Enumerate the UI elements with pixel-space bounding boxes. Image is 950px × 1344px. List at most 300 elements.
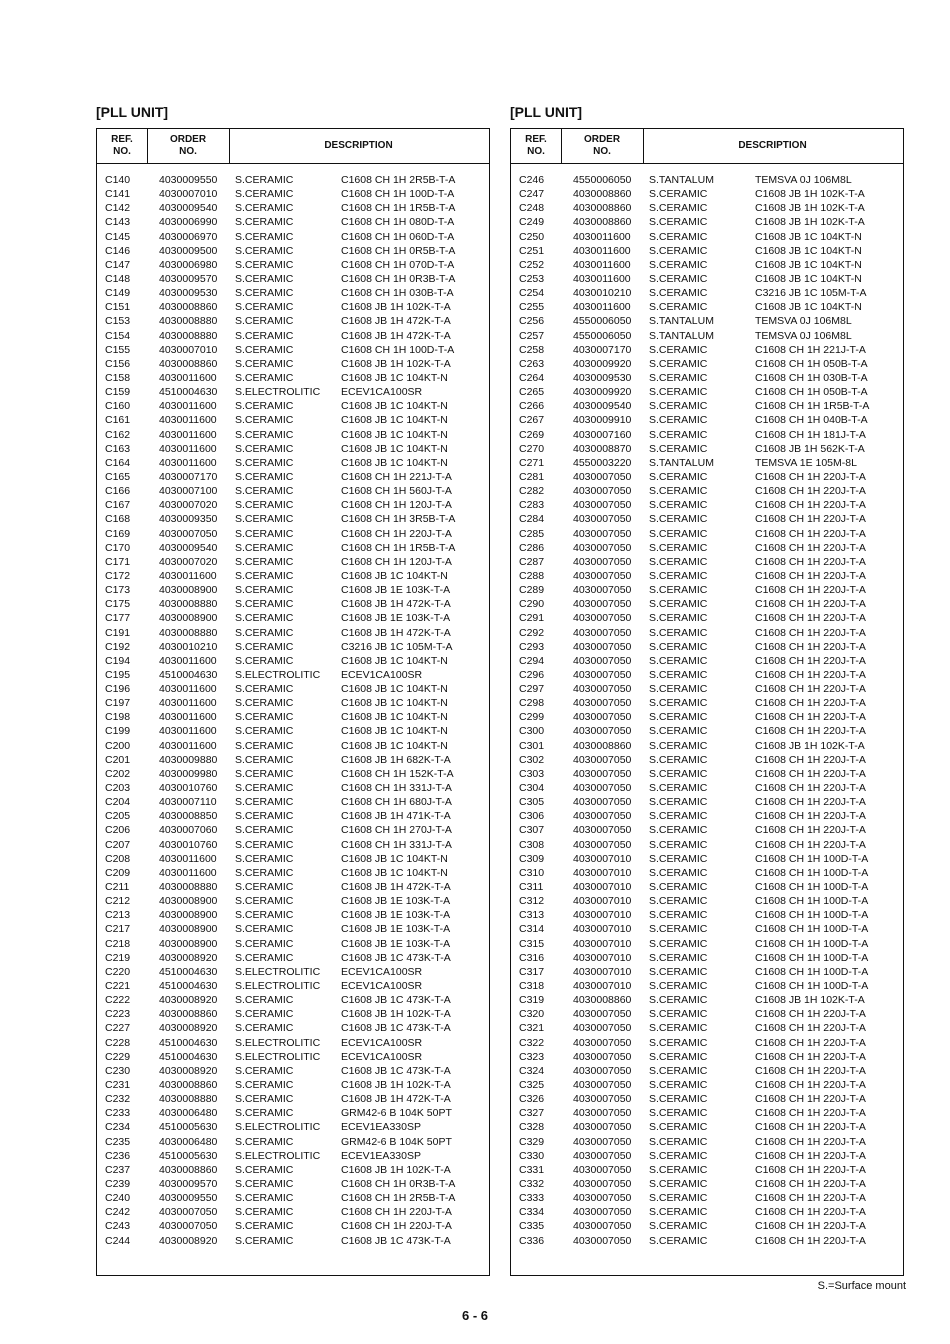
ref-no-cell: C300 xyxy=(519,725,545,738)
type-cell: S.CERAMIC xyxy=(649,909,708,922)
part-number-cell: C1608 CH 1H 220J-T-A xyxy=(755,1064,866,1077)
table-row xyxy=(97,1149,489,1163)
ref-no-cell: C325 xyxy=(519,1079,545,1091)
part-number-cell: C1608 CH 1H 220J-T-A xyxy=(755,796,866,809)
ref-no-header: REF. NO. xyxy=(111,134,133,157)
order-no-cell: 4030007050 xyxy=(573,513,632,526)
type-cell: S.CERAMIC xyxy=(235,513,294,526)
type-cell: S.CERAMIC xyxy=(235,739,294,752)
description-header: DESCRIPTION xyxy=(324,140,393,151)
ref-no-cell: C166 xyxy=(105,485,131,498)
order-no-cell: 4030010760 xyxy=(159,838,218,851)
ref-no-cell: C196 xyxy=(105,683,131,696)
table-row xyxy=(511,1078,903,1092)
part-number-cell: ECEV1CA100SR xyxy=(341,1036,423,1049)
table-row xyxy=(511,739,903,753)
table-row xyxy=(511,894,903,908)
table-row xyxy=(511,1007,903,1021)
part-number-cell: C1608 CH 1H 220J-T-A xyxy=(755,470,866,483)
order-no-cell: 4030011600 xyxy=(573,244,631,257)
order-no-cell: 4030009540 xyxy=(159,202,218,215)
order-no-cell: 4030007020 xyxy=(159,555,218,568)
table-row xyxy=(511,767,903,781)
type-cell: S.CERAMIC xyxy=(235,216,294,229)
ref-no-cell: C194 xyxy=(105,654,131,667)
order-no-cell: 4030008860 xyxy=(159,301,218,314)
part-number-cell: C1608 JB 1H 102K-T-A xyxy=(341,357,451,370)
table-row xyxy=(511,442,903,456)
table-row xyxy=(97,583,489,597)
order-no-cell: 4030009530 xyxy=(159,287,218,300)
table-row xyxy=(97,187,489,201)
table-row xyxy=(511,512,903,526)
ref-no-cell: C304 xyxy=(519,782,545,795)
type-cell: S.CERAMIC xyxy=(235,810,294,823)
order-no-cell: 4030007160 xyxy=(573,428,632,441)
type-cell: S.CERAMIC xyxy=(649,980,708,993)
part-number-cell: C1608 JB 1E 103K-T-A xyxy=(341,584,451,597)
table-row xyxy=(511,1205,903,1219)
part-number-cell: C1608 JB 1H 682K-T-A xyxy=(341,753,451,766)
table-row xyxy=(511,314,903,328)
part-number-cell: C1608 CH 1H 220J-T-A xyxy=(755,541,866,554)
type-cell: S.CERAMIC xyxy=(649,386,708,399)
part-number-cell: C1608 CH 1H 100D-T-A xyxy=(755,881,869,894)
order-no-cell: 4030007050 xyxy=(573,598,632,611)
order-no-cell: 4030009570 xyxy=(159,272,218,285)
type-cell: S.CERAMIC xyxy=(649,569,708,582)
part-number-cell: C1608 CH 1H 220J-T-A xyxy=(755,711,866,724)
ref-no-cell: C236 xyxy=(105,1149,131,1162)
type-cell: S.CERAMIC xyxy=(235,1093,294,1106)
type-cell: S.CERAMIC xyxy=(649,1093,708,1106)
part-number-cell: C1608 JB 1C 104KT-N xyxy=(341,866,448,879)
part-number-cell: C1608 CH 1H 1R5B-T-A xyxy=(341,541,456,554)
part-number-cell: C1608 CH 1H 220J-T-A xyxy=(755,838,866,851)
ref-no-cell: C199 xyxy=(105,725,131,738)
table-row xyxy=(511,753,903,767)
order-no-cell: 4030008860 xyxy=(573,188,632,201)
order-no-cell: 4030006480 xyxy=(159,1107,218,1120)
order-no-cell: 4030007050 xyxy=(573,1036,632,1049)
type-cell: S.CERAMIC xyxy=(649,810,708,823)
table-row xyxy=(97,1120,489,1134)
part-number-cell: C1608 CH 1H 220J-T-A xyxy=(755,782,866,795)
table-row xyxy=(511,696,903,710)
table-row xyxy=(97,739,489,753)
ref-no-cell: C235 xyxy=(105,1135,131,1148)
part-number-cell: C1608 CH 1H 220J-T-A xyxy=(755,584,866,597)
order-no-cell: 4030007050 xyxy=(573,541,632,554)
type-cell: S.ELECTROLITIC xyxy=(235,1050,321,1063)
type-cell: S.CERAMIC xyxy=(649,1192,708,1205)
part-number-cell: C1608 JB 1C 104KT-N xyxy=(755,301,862,314)
order-no-cell: 4030008900 xyxy=(159,612,218,625)
ref-no-cell: C228 xyxy=(105,1036,131,1049)
type-cell: S.CERAMIC xyxy=(235,343,294,356)
ref-no-cell: C198 xyxy=(105,711,131,724)
order-no-cell: 4030007050 xyxy=(159,1206,218,1219)
order-no-cell: 4030011600 xyxy=(159,683,217,696)
order-no-cell: 4030007050 xyxy=(573,1135,632,1148)
part-number-cell: C1608 CH 1H 220J-T-A xyxy=(755,1107,866,1120)
part-number-cell: C1608 CH 1H 050B-T-A xyxy=(755,357,868,370)
part-number-cell: C1608 JB 1C 473K-T-A xyxy=(341,1022,451,1035)
order-no-cell: 4030009980 xyxy=(159,767,218,780)
order-no-cell: 4030011600 xyxy=(159,400,217,413)
table-row xyxy=(97,329,489,343)
type-cell: S.CERAMIC xyxy=(235,258,294,271)
table-row xyxy=(97,1163,489,1177)
order-no-cell: 4550006050 xyxy=(573,174,632,186)
ref-no-cell: C256 xyxy=(519,315,545,328)
part-number-cell: C1608 JB 1C 473K-T-A xyxy=(341,1234,451,1247)
table-row xyxy=(97,597,489,611)
table-header xyxy=(511,129,903,164)
part-number-cell: C1608 JB 1E 103K-T-A xyxy=(341,895,451,908)
type-cell: S.CERAMIC xyxy=(649,1149,708,1162)
order-no-cell: 4030006970 xyxy=(159,230,218,243)
ref-no-cell: C148 xyxy=(105,272,131,285)
table-row xyxy=(511,809,903,823)
type-cell: S.CERAMIC xyxy=(649,584,708,597)
ref-no-cell: C229 xyxy=(105,1050,131,1063)
part-number-cell: C1608 JB 1H 102K-T-A xyxy=(755,994,865,1007)
part-number-cell: C1608 JB 1H 102K-T-A xyxy=(755,188,865,201)
table-row xyxy=(97,668,489,682)
part-number-cell: C1608 CH 1H 220J-T-A xyxy=(341,1206,452,1219)
order-no-cell: 4030009920 xyxy=(573,386,632,399)
ref-no-cell: C269 xyxy=(519,428,545,441)
table-row xyxy=(511,470,903,484)
type-cell: S.CERAMIC xyxy=(235,315,294,328)
ref-no-cell: C257 xyxy=(519,329,545,342)
ref-no-cell: C291 xyxy=(519,612,545,625)
order-no-cell: 4510004630 xyxy=(159,1050,218,1063)
part-number-cell: C1608 CH 1H 070D-T-A xyxy=(341,258,455,271)
type-cell: S.CERAMIC xyxy=(235,1022,294,1035)
order-no-cell: 4030009540 xyxy=(159,541,218,554)
order-no-cell: 4030007050 xyxy=(573,1206,632,1219)
table-row xyxy=(97,640,489,654)
type-cell: S.CERAMIC xyxy=(649,1050,708,1063)
ref-no-cell: C248 xyxy=(519,202,545,215)
ref-no-cell: C204 xyxy=(105,796,131,809)
table-row xyxy=(97,795,489,809)
ref-no-cell: C158 xyxy=(105,371,131,384)
type-cell: S.CERAMIC xyxy=(649,951,708,964)
ref-no-cell: C172 xyxy=(105,569,131,582)
order-no-cell: 4030007050 xyxy=(573,1107,632,1120)
order-no-cell: 4030011600 xyxy=(159,428,217,441)
part-number-cell: C1608 CH 1H 220J-T-A xyxy=(341,527,452,540)
table-row xyxy=(511,201,903,215)
ref-no-cell: C293 xyxy=(519,640,545,653)
part-number-cell: C1608 CH 1H 270J-T-A xyxy=(341,824,452,837)
table-row xyxy=(511,1219,903,1233)
order-no-cell: 4030008860 xyxy=(573,994,632,1007)
type-cell: S.CERAMIC xyxy=(649,753,708,766)
ref-no-cell: C281 xyxy=(519,470,545,483)
order-no-cell: 4030007050 xyxy=(573,725,632,738)
table-row xyxy=(97,753,489,767)
type-cell: S.CERAMIC xyxy=(649,1064,708,1077)
table-row xyxy=(511,937,903,951)
part-number-cell: C1608 CH 1H 0R3B-T-A xyxy=(341,272,456,285)
table-row xyxy=(511,710,903,724)
order-no-cell: 4030010760 xyxy=(159,782,218,795)
order-no-cell: 4030007050 xyxy=(573,1008,632,1021)
ref-no-cell: C289 xyxy=(519,584,545,597)
part-number-cell: C1608 JB 1H 472K-T-A xyxy=(341,1093,451,1106)
ref-no-cell: C302 xyxy=(519,753,545,766)
type-cell: S.CERAMIC xyxy=(649,668,708,681)
type-cell: S.CERAMIC xyxy=(235,782,294,795)
ref-no-cell: C285 xyxy=(519,527,545,540)
order-no-cell: 4510004630 xyxy=(159,386,218,399)
ref-no-cell: C322 xyxy=(519,1036,545,1049)
order-no-cell: 4030008880 xyxy=(159,881,218,894)
table-row xyxy=(97,300,489,314)
part-number-cell: C1608 JB 1C 473K-T-A xyxy=(341,1064,451,1077)
table-row xyxy=(97,922,489,936)
part-number-cell: C1608 CH 1H 220J-T-A xyxy=(755,810,866,823)
ref-no-cell: C254 xyxy=(519,287,545,300)
ref-no-cell: C303 xyxy=(519,767,545,780)
part-number-cell: C1608 JB 1C 104KT-N xyxy=(341,428,448,441)
part-number-cell: C1608 CH 1H 100D-T-A xyxy=(755,965,869,978)
order-no-cell: 4030007050 xyxy=(573,626,632,639)
ref-no-cell: C316 xyxy=(519,951,545,964)
table-row xyxy=(511,215,903,229)
type-cell: S.CERAMIC xyxy=(649,866,708,879)
part-number-cell: C1608 CH 1H 220J-T-A xyxy=(755,1163,866,1176)
type-cell: S.CERAMIC xyxy=(235,895,294,908)
left-unit-title: [PLL UNIT] xyxy=(96,104,169,120)
table-row xyxy=(511,1106,903,1120)
table-row xyxy=(511,1163,903,1177)
order-no-cell: 4030009530 xyxy=(573,371,632,384)
table-row xyxy=(97,965,489,979)
order-no-cell: 4030008920 xyxy=(159,994,218,1007)
order-no-cell: 4030006990 xyxy=(159,216,218,229)
ref-no-cell: C222 xyxy=(105,994,131,1007)
order-no-cell: 4030007110 xyxy=(159,796,217,809)
type-cell: S.CERAMIC xyxy=(235,683,294,696)
type-cell: S.CERAMIC xyxy=(649,852,708,865)
table-row xyxy=(511,1135,903,1149)
ref-no-cell: C167 xyxy=(105,499,131,512)
type-cell: S.CERAMIC xyxy=(235,499,294,512)
type-cell: S.CERAMIC xyxy=(235,796,294,809)
type-cell: S.CERAMIC xyxy=(235,1206,294,1219)
type-cell: S.CERAMIC xyxy=(649,1234,708,1247)
table-row xyxy=(97,385,489,399)
part-number-cell: C1608 CH 1H 100D-T-A xyxy=(755,951,869,964)
type-cell: S.CERAMIC xyxy=(235,626,294,639)
type-cell: S.CERAMIC xyxy=(235,230,294,243)
table-row xyxy=(97,541,489,555)
ref-no-cell: C311 xyxy=(519,881,544,894)
table-row xyxy=(511,399,903,413)
type-cell: S.CERAMIC xyxy=(235,357,294,370)
ref-no-cell: C250 xyxy=(519,230,545,243)
ref-no-cell: C168 xyxy=(105,513,131,526)
part-number-cell: C1608 CH 1H 220J-T-A xyxy=(755,1008,866,1021)
table-row xyxy=(511,1177,903,1191)
order-no-cell: 4030009550 xyxy=(159,1192,218,1205)
order-no-cell: 4510004630 xyxy=(159,965,218,978)
part-number-cell: C1608 JB 1C 104KT-N xyxy=(341,725,448,738)
order-no-cell: 4510005630 xyxy=(159,1149,218,1162)
part-number-cell: C1608 CH 1H 220J-T-A xyxy=(755,1149,866,1162)
table-row xyxy=(511,668,903,682)
order-no-cell: 4030007050 xyxy=(573,569,632,582)
type-cell: S.CERAMIC xyxy=(649,612,708,625)
part-number-cell: C1608 JB 1H 102K-T-A xyxy=(341,1079,451,1091)
type-cell: S.CERAMIC xyxy=(649,400,708,413)
order-no-cell: 4550006050 xyxy=(573,329,632,342)
part-number-cell: C1608 JB 1C 104KT-N xyxy=(341,400,448,413)
type-cell: S.CERAMIC xyxy=(649,739,708,752)
ref-no-cell: C282 xyxy=(519,485,545,498)
ref-no-cell: C191 xyxy=(105,626,131,639)
type-cell: S.CERAMIC xyxy=(649,301,708,314)
type-cell: S.CERAMIC xyxy=(649,895,708,908)
part-number-cell: C1608 CH 1H 220J-T-A xyxy=(755,527,866,540)
ref-no-cell: C290 xyxy=(519,598,545,611)
type-cell: S.CERAMIC xyxy=(649,272,708,285)
table-row xyxy=(511,230,903,244)
type-cell: S.CERAMIC xyxy=(649,1135,708,1148)
ref-no-cell: C203 xyxy=(105,782,131,795)
ref-no-cell: C147 xyxy=(105,258,131,271)
ref-no-cell: C297 xyxy=(519,683,545,696)
part-number-cell: ECEV1CA100SR xyxy=(341,980,423,993)
table-row xyxy=(97,611,489,625)
ref-no-cell: C242 xyxy=(105,1206,131,1219)
ref-no-cell: C213 xyxy=(105,909,131,922)
type-cell: S.CERAMIC xyxy=(649,937,708,950)
table-row xyxy=(511,795,903,809)
type-cell: S.CERAMIC xyxy=(235,994,294,1007)
ref-no-cell: C310 xyxy=(519,866,545,879)
table-row xyxy=(97,498,489,512)
type-cell: S.CERAMIC xyxy=(235,569,294,582)
order-no-cell: 4030007050 xyxy=(159,1220,218,1233)
ref-no-cell: C239 xyxy=(105,1177,131,1190)
table-row xyxy=(97,1135,489,1149)
type-cell: S.CERAMIC xyxy=(649,1079,708,1091)
ref-no-cell: C209 xyxy=(105,866,131,879)
type-cell: S.CERAMIC xyxy=(649,1220,708,1233)
footnote: S.=Surface mount xyxy=(817,1280,906,1292)
table-row xyxy=(97,230,489,244)
order-no-cell: 4030007050 xyxy=(573,1093,632,1106)
type-cell: S.CERAMIC xyxy=(649,357,708,370)
table-row xyxy=(511,371,903,385)
order-no-cell: 4030007010 xyxy=(159,343,218,356)
ref-no-cell: C231 xyxy=(105,1079,131,1091)
type-cell: S.CERAMIC xyxy=(235,711,294,724)
part-number-cell: GRM42-6 B 104K 50PT xyxy=(341,1135,452,1148)
type-cell: S.CERAMIC xyxy=(649,287,708,300)
order-no-cell: 4030008860 xyxy=(159,1079,218,1091)
ref-no-cell: C253 xyxy=(519,272,545,285)
part-number-cell: C1608 JB 1C 104KT-N xyxy=(341,456,448,469)
type-cell: S.CERAMIC xyxy=(649,626,708,639)
table-row xyxy=(97,286,489,300)
table-row xyxy=(511,484,903,498)
ref-no-cell: C171 xyxy=(105,555,131,568)
ref-no-cell: C294 xyxy=(519,654,545,667)
part-number-cell: C1608 JB 1H 102K-T-A xyxy=(341,301,451,314)
part-number-cell: C1608 CH 1H 1R5B-T-A xyxy=(341,202,456,215)
type-cell: S.CERAMIC xyxy=(649,1206,708,1219)
ref-no-cell: C249 xyxy=(519,216,545,229)
part-number-cell: C1608 CH 1H 560J-T-A xyxy=(341,485,452,498)
ref-no-cell: C161 xyxy=(105,414,131,427)
order-no-cell: 4030007050 xyxy=(573,782,632,795)
part-number-cell: C1608 CH 1H 030B-T-A xyxy=(341,287,454,300)
table-row xyxy=(97,1021,489,1035)
part-number-cell: C1608 CH 1H 120J-T-A xyxy=(341,555,452,568)
type-cell: S.CERAMIC xyxy=(235,612,294,625)
part-number-cell: C1608 CH 1H 221J-T-A xyxy=(755,343,866,356)
table-row xyxy=(511,173,903,187)
part-number-cell: C1608 CH 1H 220J-T-A xyxy=(755,1135,866,1148)
type-cell: S.CERAMIC xyxy=(649,513,708,526)
part-number-cell: C1608 CH 1H 220J-T-A xyxy=(755,555,866,568)
order-no-cell: 4030008860 xyxy=(573,216,632,229)
type-cell: S.CERAMIC xyxy=(649,470,708,483)
ref-no-cell: C192 xyxy=(105,640,131,653)
table-row xyxy=(511,654,903,668)
table-row xyxy=(511,385,903,399)
table-row xyxy=(511,244,903,258)
type-cell: S.CERAMIC xyxy=(649,654,708,667)
ref-no-cell: C326 xyxy=(519,1093,545,1106)
part-number-cell: C1608 CH 1H 100D-T-A xyxy=(755,866,869,879)
order-no-cell: 4550006050 xyxy=(573,315,632,328)
part-number-cell: ECEV1CA100SR xyxy=(341,386,423,399)
order-no-cell: 4030011600 xyxy=(159,866,217,879)
type-cell: S.CERAMIC xyxy=(235,1107,294,1120)
order-no-cell: 4510004630 xyxy=(159,668,218,681)
type-cell: S.CERAMIC xyxy=(235,202,294,215)
order-no-cell: 4030008900 xyxy=(159,909,218,922)
order-no-cell: 4030007050 xyxy=(573,640,632,653)
order-no-cell: 4030010210 xyxy=(159,640,218,653)
order-no-cell: 4030007050 xyxy=(573,824,632,837)
part-number-cell: C1608 CH 1H 331J-T-A xyxy=(341,782,452,795)
table-row xyxy=(511,908,903,922)
ref-no-cell: C284 xyxy=(519,513,545,526)
order-no-cell: 4030007010 xyxy=(573,980,632,993)
part-number-cell: C1608 JB 1C 104KT-N xyxy=(341,852,448,865)
type-cell: S.ELECTROLITIC xyxy=(235,965,321,978)
order-no-cell: 4030007050 xyxy=(573,1121,632,1134)
part-number-cell: C1608 CH 1H 2R5B-T-A xyxy=(341,174,456,186)
ref-no-cell: C163 xyxy=(105,442,131,455)
order-no-cell: 4030009910 xyxy=(573,414,632,427)
part-number-cell: C1608 JB 1C 104KT-N xyxy=(341,569,448,582)
order-no-cell: 4030008860 xyxy=(159,357,218,370)
part-number-cell: C3216 JB 1C 105M-T-A xyxy=(341,640,453,653)
part-number-cell: C1608 CH 1H 220J-T-A xyxy=(755,1121,866,1134)
ref-no-cell: C159 xyxy=(105,386,131,399)
part-number-cell: C1608 CH 1H 0R3B-T-A xyxy=(341,1177,456,1190)
